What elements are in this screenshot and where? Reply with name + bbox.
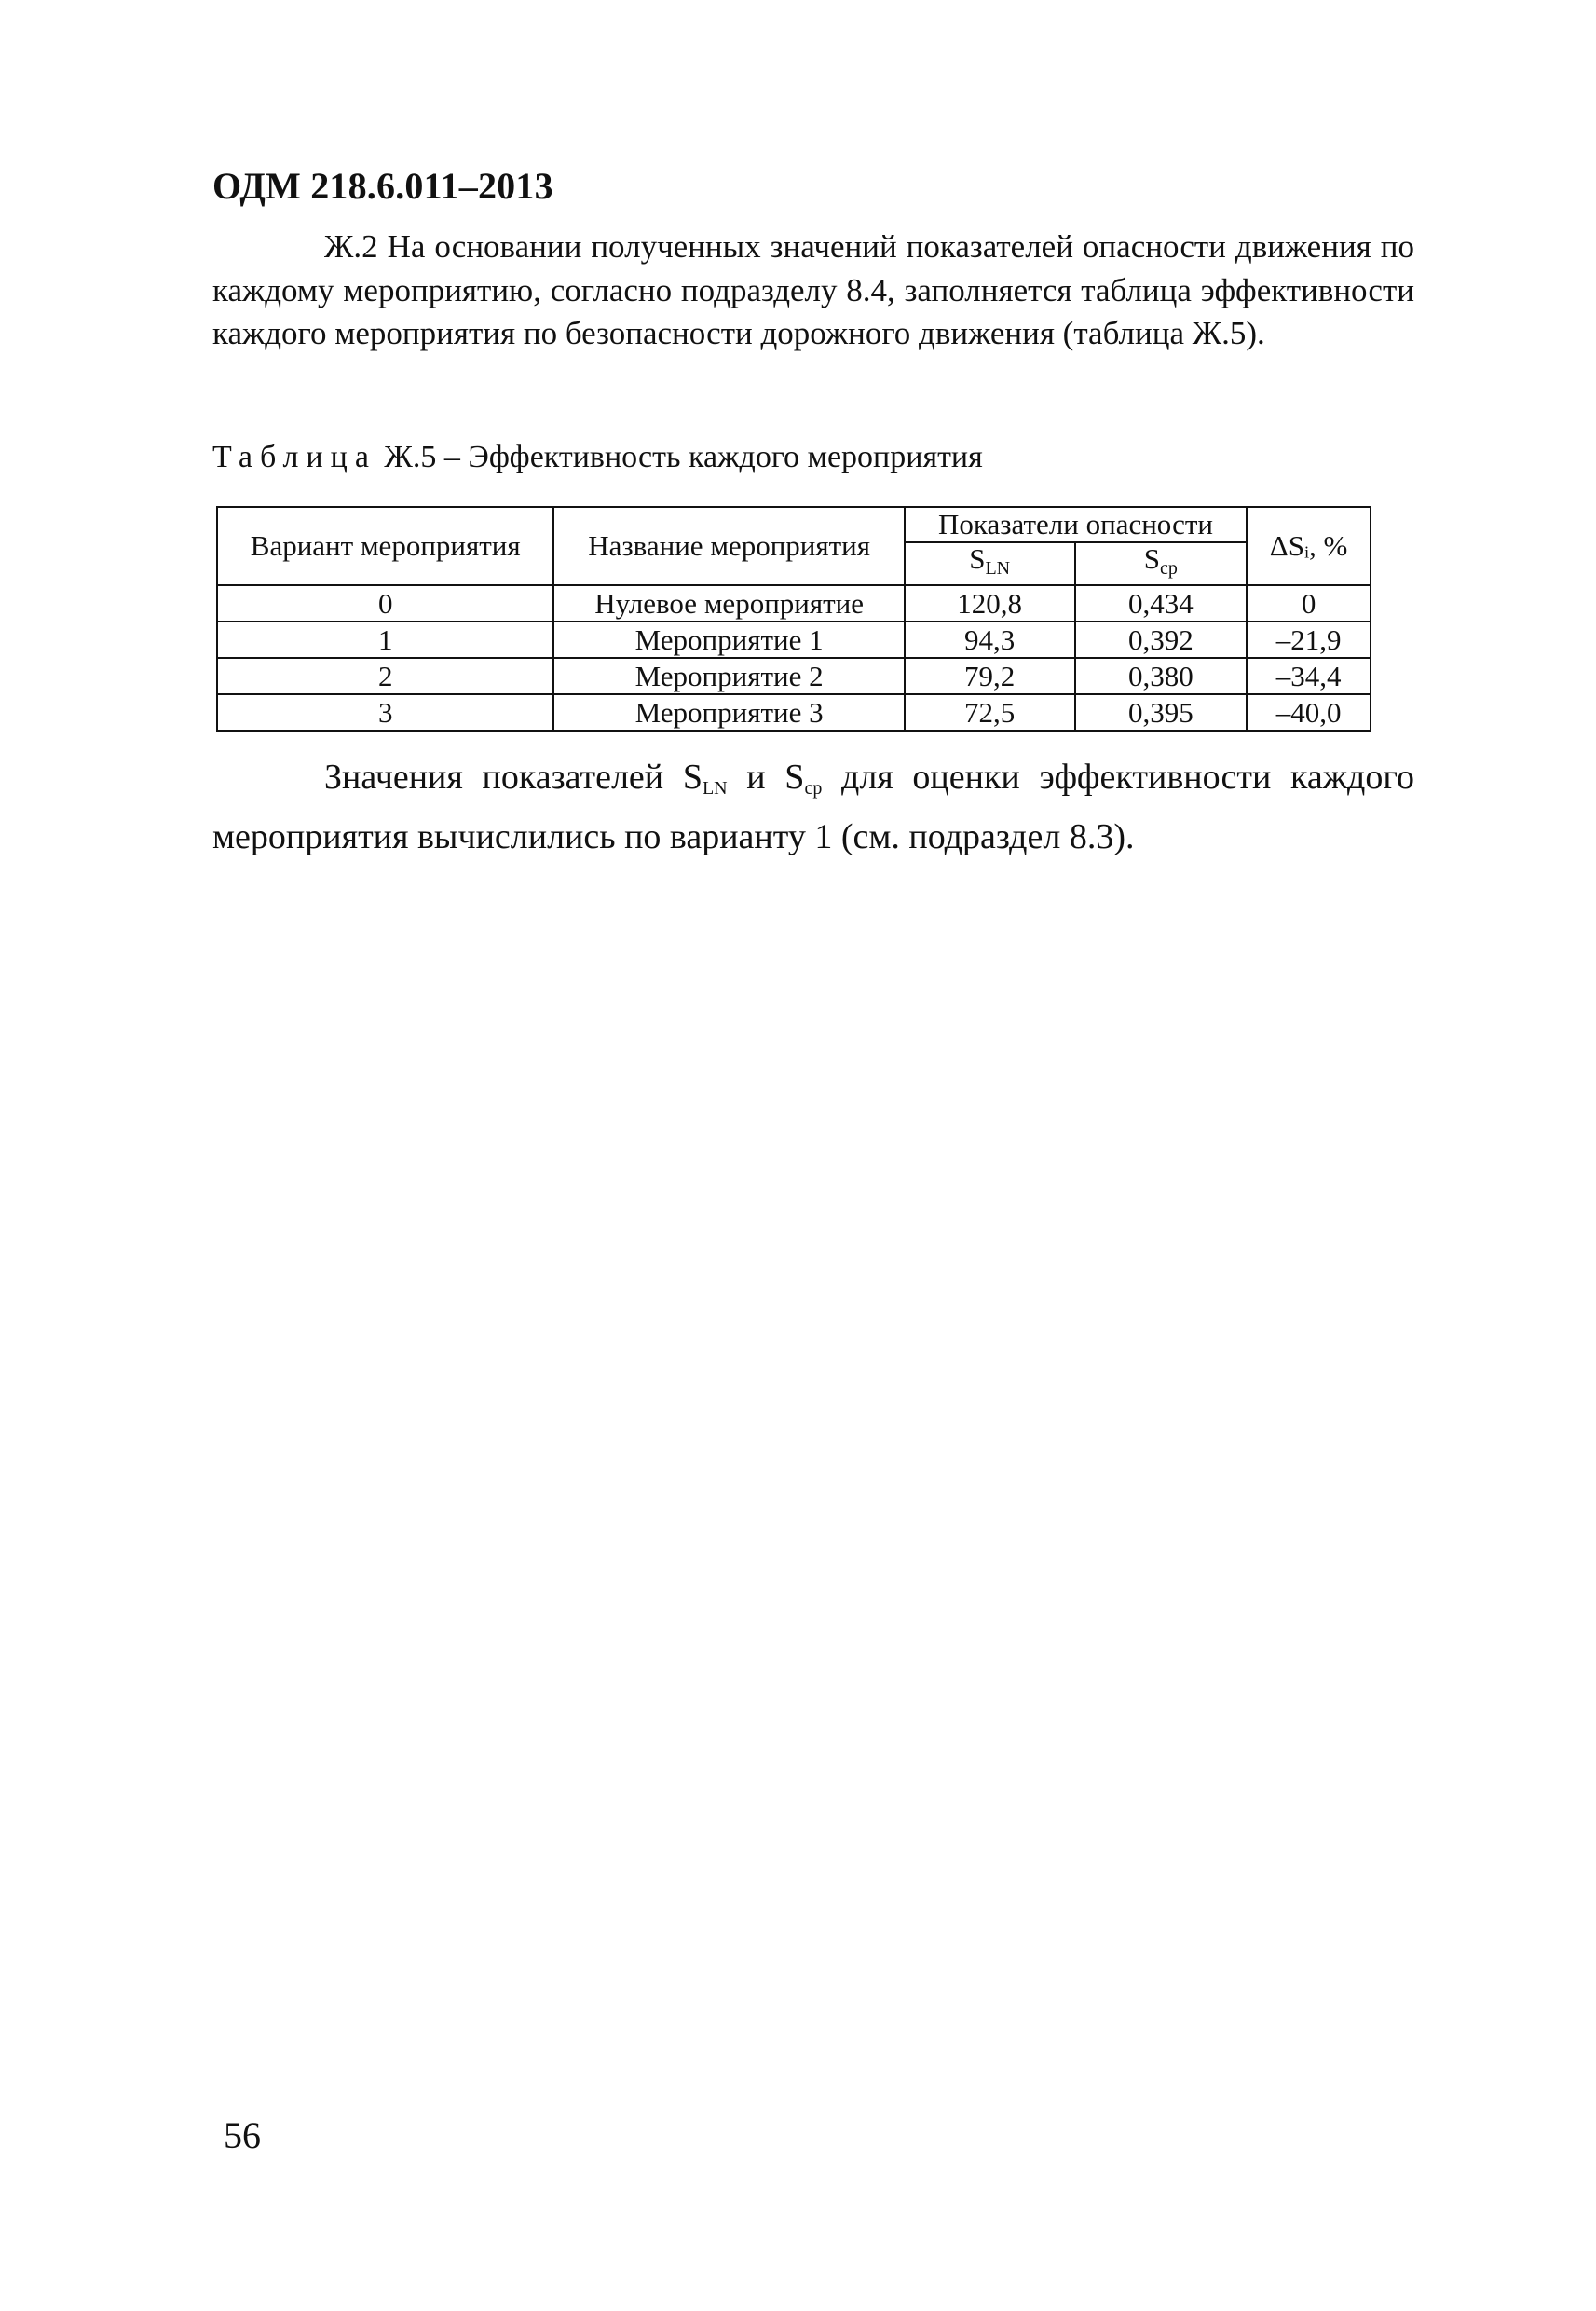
paragraph-indicators-note — [212, 753, 1414, 861]
cell-delta: 0 — [1247, 585, 1371, 622]
header-delta: ΔSᵢ, % — [1247, 507, 1371, 585]
note-text-2: и — [727, 758, 785, 797]
cell-scp: 0,380 — [1075, 658, 1248, 694]
cell-name: Нулевое мероприятие — [553, 585, 904, 622]
cell-scp: 0,434 — [1075, 585, 1248, 622]
cell-scp: 0,395 — [1075, 694, 1248, 731]
cell-sln: 79,2 — [905, 658, 1075, 694]
cell-delta: –40,0 — [1247, 694, 1371, 731]
cell-variant: 2 — [217, 658, 553, 694]
table-row — [217, 694, 1371, 731]
efficiency-table — [216, 506, 1371, 732]
header-scp — [1075, 542, 1248, 585]
cell-name: Мероприятие 3 — [553, 694, 904, 731]
table-caption-label: Таблица — [212, 440, 376, 474]
header-sln-sub: LN — [985, 558, 1011, 579]
table-caption-title: Ж.5 – Эффективность каждого мероприятия — [384, 440, 983, 474]
note-sln-base: S — [682, 758, 703, 797]
table-row — [217, 658, 1371, 694]
note-text-3: для оценки эффективности каждого мероприятия вычислились по варианту 1 (см. подраздел 8.3). — [212, 758, 1414, 856]
note-scp-base: S — [784, 758, 805, 797]
cell-sln: 120,8 — [905, 585, 1075, 622]
page-number: 56 — [224, 2114, 261, 2156]
cell-variant: 0 — [217, 585, 553, 622]
header-name: Название мероприятия — [553, 507, 904, 585]
table-row — [217, 585, 1371, 622]
note-text-1: Значения показателей — [324, 758, 683, 797]
cell-scp: 0,392 — [1075, 622, 1248, 658]
cell-delta: –21,9 — [1247, 622, 1371, 658]
table-header-row — [217, 507, 1371, 542]
paragraph-zh2: Ж.2 На основании полученных значений показателей опасности движения по каждому мероприятию, согласно подразделу 8.4, заполняется таблица эффективности каждого мероприятия по безопасности дорожного движения (таблица Ж.5). — [212, 228, 1414, 351]
cell-name: Мероприятие 1 — [553, 622, 904, 658]
header-sln-base: S — [969, 542, 986, 575]
header-sln — [905, 542, 1075, 585]
header-indicators: Показатели опасности — [905, 507, 1247, 542]
note-sln-sub: LN — [702, 778, 728, 799]
document-code-header: ОДМ 218.6.011–2013 — [212, 165, 553, 207]
cell-delta: –34,4 — [1247, 658, 1371, 694]
cell-variant: 3 — [217, 694, 553, 731]
cell-sln: 72,5 — [905, 694, 1075, 731]
table-row — [217, 622, 1371, 658]
table-caption — [212, 440, 983, 475]
cell-sln: 94,3 — [905, 622, 1075, 658]
header-scp-base: S — [1143, 542, 1161, 575]
cell-variant: 1 — [217, 622, 553, 658]
cell-name: Мероприятие 2 — [553, 658, 904, 694]
note-scp-sub: ср — [804, 778, 823, 799]
header-scp-sub: ср — [1160, 558, 1178, 579]
header-variant: Вариант мероприятия — [217, 507, 553, 585]
